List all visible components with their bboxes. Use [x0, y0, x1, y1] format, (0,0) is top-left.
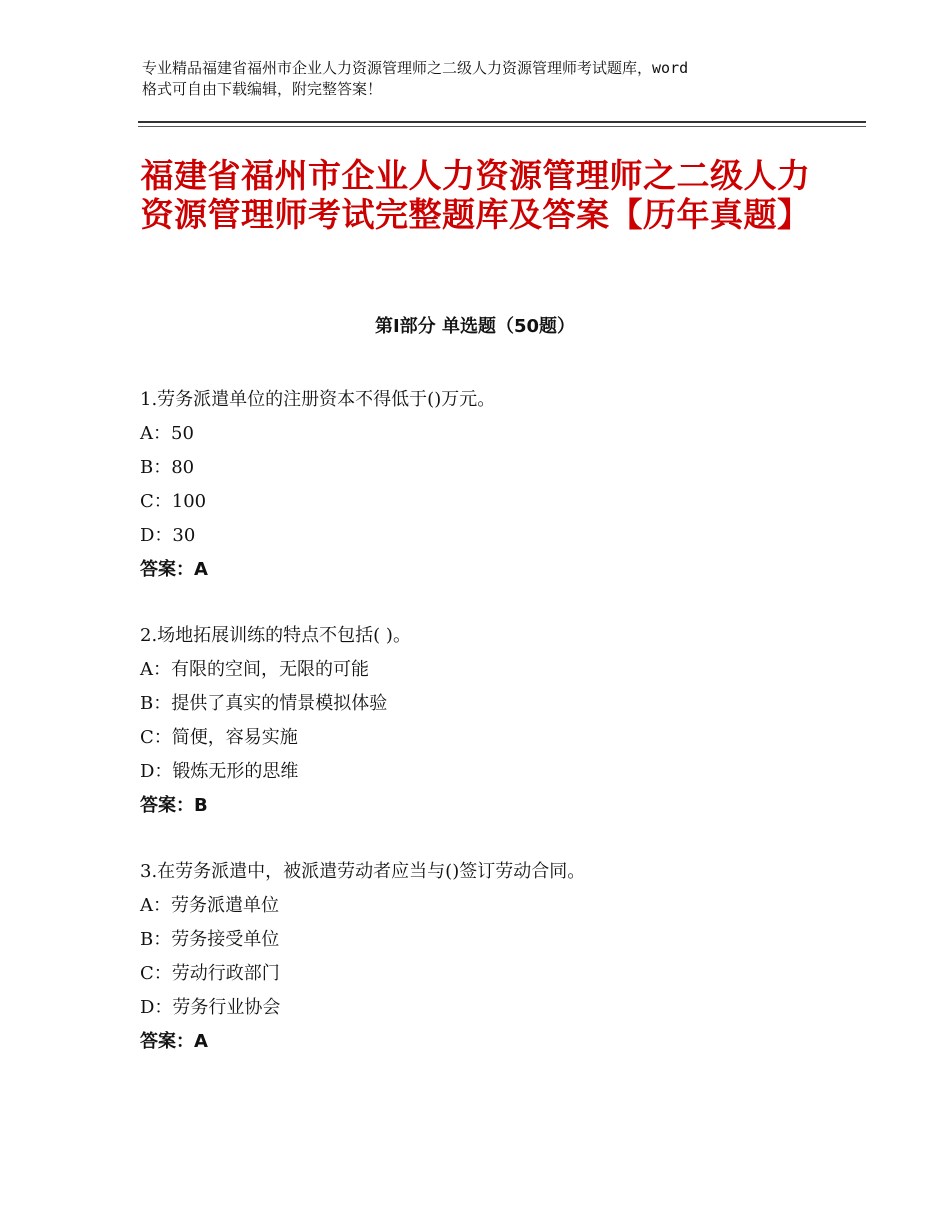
section-title: 第Ⅰ部分 单选题（50题） — [374, 316, 575, 337]
header-note — [142, 58, 842, 100]
option-b: B：劳务接受单位 — [140, 929, 280, 950]
option-a: A：有限的空间，无限的可能 — [140, 659, 369, 680]
question-3 — [140, 855, 860, 1059]
option-d: D：锻炼无形的思维 — [140, 761, 299, 782]
option-d: D：劳务行业协会 — [140, 997, 281, 1018]
answer: 答案：B — [140, 795, 208, 816]
question-stem: 3.在劳务派遣中，被派遣劳动者应当与()签订劳动合同。 — [140, 861, 586, 882]
header-note-line-1: 专业精品福建省福州市企业人力资源管理师之二级人力资源管理师考试题库，word — [142, 59, 689, 77]
question-stem: 1.劳务派遣单位的注册资本不得低于()万元。 — [140, 389, 496, 410]
option-a: A：50 — [140, 423, 194, 444]
option-d: D：30 — [140, 525, 196, 546]
option-b: B：80 — [140, 457, 195, 478]
answer: 答案：A — [140, 1031, 208, 1052]
option-a: A：劳务派遣单位 — [140, 895, 279, 916]
question-2 — [140, 619, 860, 823]
header-note-line-2: 格式可自由下载编辑，附完整答案！ — [142, 80, 383, 98]
option-c: C：劳动行政部门 — [140, 963, 280, 984]
answer: 答案：A — [140, 559, 208, 580]
option-c: C：简便，容易实施 — [140, 727, 298, 748]
header-divider-thin — [138, 126, 866, 127]
document-title: 福建省福州市企业人力资源管理师之二级人力资源管理师考试完整题库及答案【历年真题】 — [140, 156, 811, 234]
header-divider-thick — [138, 121, 866, 123]
option-c: C：100 — [140, 491, 207, 512]
question-stem: 2.场地拓展训练的特点不包括( )。 — [140, 625, 411, 646]
question-1 — [140, 383, 860, 587]
question-list — [140, 383, 860, 1059]
option-b: B：提供了真实的情景模拟体验 — [140, 693, 388, 714]
